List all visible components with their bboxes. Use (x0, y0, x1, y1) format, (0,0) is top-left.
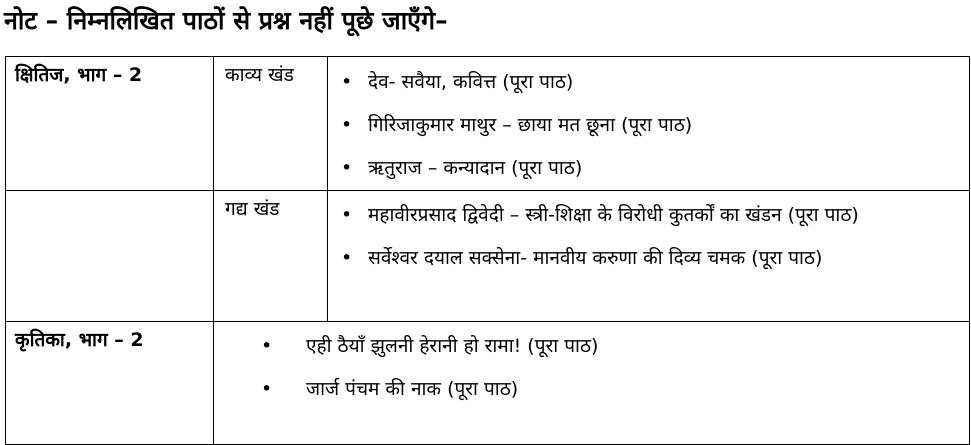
section-title: काव्य खंड (225, 64, 294, 86)
book-title: क्षितिज, भाग – 2 (15, 64, 143, 86)
book-cell (6, 57, 214, 191)
lesson-list (328, 191, 969, 280)
lesson-item: • ऋतुराज – कन्यादान (पूरा पाठ) (328, 147, 969, 190)
lessons-cell (328, 57, 970, 191)
lessons-cell (328, 191, 970, 322)
lesson-item: • महावीरप्रसाद द्विवेदी – स्त्री-शिक्षा के विरोधी कुतर्कों का खंडन (पूरा पाठ) (328, 194, 969, 237)
section-cell (214, 57, 328, 191)
lesson-item: • देव- सवैया, कवित्त (पूरा पाठ) (328, 61, 969, 104)
table-row (6, 191, 970, 322)
page-heading: नोट – निम्नलिखित पाठों से प्रश्न नहीं पूछे जाएँगे– (4, 6, 448, 35)
lesson-list (214, 322, 969, 411)
lessons-cell (214, 322, 970, 445)
lesson-list (328, 57, 969, 190)
section-cell (214, 191, 328, 322)
excluded-lessons-table (5, 56, 970, 445)
book-cell (6, 322, 214, 445)
table-row (6, 322, 970, 445)
lesson-item: • एही ठैयाँ झुलनी हेरानी हो रामा! (पूरा पाठ) (214, 325, 969, 368)
lesson-item: • जार्ज पंचम की नाक (पूरा पाठ) (214, 368, 969, 411)
lesson-item: • गिरिजाकुमार माथुर – छाया मत छूना (पूरा पाठ) (328, 104, 969, 147)
book-cell (6, 191, 214, 322)
lesson-item: • सर्वेश्वर दयाल सक्सेना- मानवीय करुणा की दिव्य चमक (पूरा पाठ) (328, 237, 969, 280)
table-row (6, 57, 970, 191)
book-title (6, 191, 213, 196)
section-title: गद्य खंड (225, 198, 280, 220)
book-title: कृतिका, भाग – 2 (15, 329, 144, 351)
